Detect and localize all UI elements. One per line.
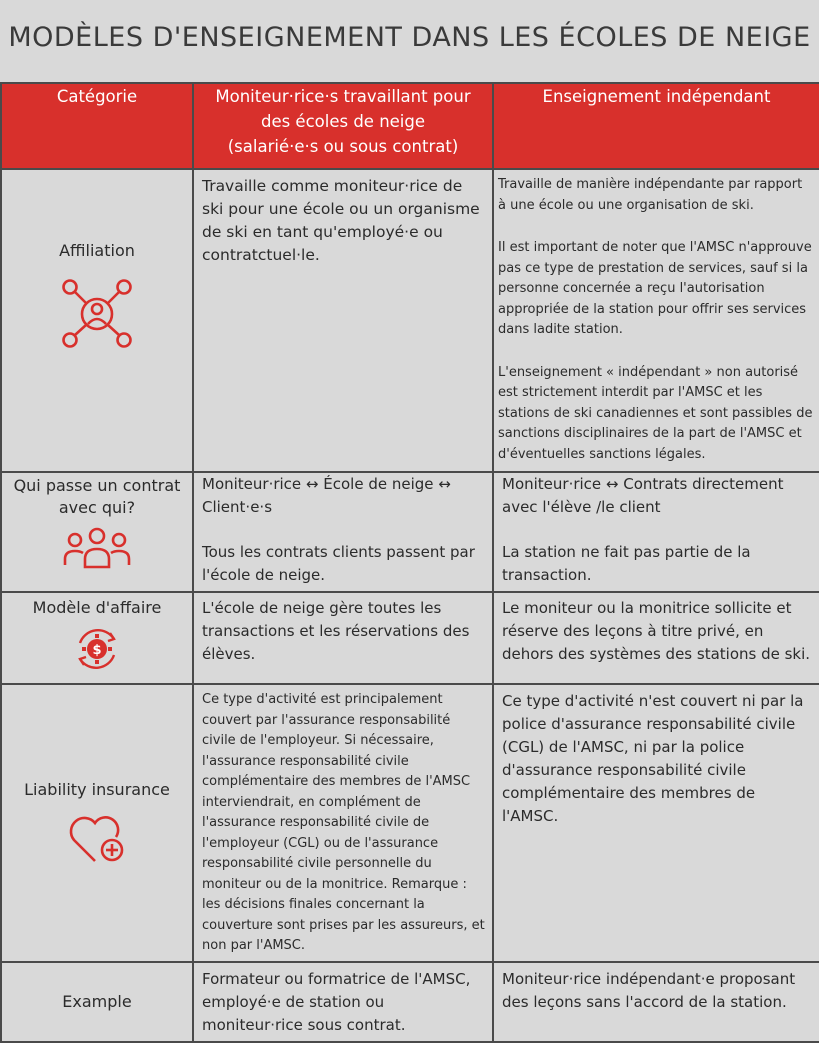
school-cell <box>193 169 493 472</box>
category-label: Modèle d'affaire <box>32 598 162 617</box>
header-school-line1: Moniteur·rice·s travaillant pour <box>215 87 471 106</box>
category-label-line1: Qui passe un contrat <box>13 476 181 495</box>
school-text: L'école de neige gère toutes les transactions et les réservations des élèves. <box>202 599 470 663</box>
header-row <box>1 83 819 169</box>
independent-text-1: Travaille de manière indépendante par rapport à une école ou une organisation de ski. <box>498 177 803 213</box>
header-school-line2: des écoles de neige <box>260 112 426 131</box>
independent-cell <box>493 592 819 684</box>
svg-text:$: $ <box>92 643 102 658</box>
school-text-2: Tous les contrats clients passent par l'école de neige. <box>202 543 475 584</box>
independent-text: Le moniteur ou la monitrice sollicite et réserve des leçons à titre privé, en dehors des systèmes des stations de ski. <box>502 599 811 663</box>
independent-cell <box>493 169 819 472</box>
table-row <box>1 684 819 962</box>
header-independent: Enseignement indépendant <box>493 83 819 169</box>
independent-text-2: La station ne fait pas partie de la transaction. <box>502 543 751 584</box>
heart-plus-icon <box>67 811 127 865</box>
independent-text: Ce type d'activité n'est couvert ni par la police d'assurance responsabilité civile (CGL) de l'AMSC, ni par la police d'assurance responsabilité civile complémentaire des membres de l'AMSC. <box>502 692 804 825</box>
table-row <box>1 169 819 472</box>
independent-cell <box>493 472 819 592</box>
category-cell <box>1 962 193 1042</box>
table-row <box>1 592 819 684</box>
school-cell <box>193 962 493 1042</box>
independent-text-2: Il est important de noter que l'AMSC n'approuve pas ce type de prestation de services, sauf si la personne concernée a reçu l'autorisation appropriée de la station pour offrir ses services dans ladite station. <box>498 240 812 337</box>
category-cell <box>1 169 193 472</box>
school-text: Ce type d'activité est principalement couvert par l'assurance responsabilité civile de l'employeur. Si nécessaire, l'assurance responsabilité civile complémentaire des membres de l'AMSC interviendrait, en complément de l'assurance responsabilité civile de l'employeur (CGL) ou de l'assurance responsabilité civile personnelle du moniteur ou de la monitrice. Remarque : les décisions finales concernant la couverture sont prises par les assureurs, et non par l'AMSC. <box>202 692 485 953</box>
school-text: Formateur ou formatrice de l'AMSC, employé·e de station ou moniteur·rice sous contrat. <box>202 969 471 1034</box>
category-cell <box>1 684 193 962</box>
independent-text-3: L'enseignement « indépendant » non autorisé est strictement interdit par l'AMSC et les stations de ski canadiennes et sont passibles de sanctions disciplinaires de la part de l'AMSC et d'éventuelles sanctions légales. <box>498 364 813 462</box>
independent-cell <box>493 684 819 962</box>
network-person-icon <box>61 278 133 348</box>
comparison-table <box>0 82 819 1043</box>
school-cell <box>193 684 493 962</box>
header-category: Catégorie <box>1 83 193 169</box>
table-row <box>1 962 819 1042</box>
header-school-line3: (salarié·e·s ou sous contrat) <box>227 137 459 156</box>
header-school-instructors <box>193 83 493 169</box>
category-label: Liability insurance <box>24 780 170 799</box>
table-row <box>1 472 819 592</box>
group-people-icon <box>63 525 131 569</box>
independent-text-1: Moniteur·rice ↔ Contrats directement avec l'élève /le client <box>502 475 784 516</box>
category-cell <box>1 592 193 684</box>
school-cell <box>193 592 493 684</box>
independent-text: Moniteur·rice indépendant·e proposant des leçons sans l'accord de la station. <box>502 969 796 1011</box>
school-cell <box>193 472 493 592</box>
independent-cell <box>493 962 819 1042</box>
category-label: Example <box>62 991 132 1011</box>
school-text: Travaille comme moniteur·rice de ski pour une école ou un organisme de ski en tant qu'employé·e ou contratctuel·le. <box>202 177 480 264</box>
category-cell <box>1 472 193 592</box>
category-label: Affiliation <box>59 241 135 260</box>
page-title: MODÈLES D'ENSEIGNEMENT DANS LES ÉCOLES DE NEIGE <box>8 22 811 53</box>
category-label-line2: avec qui? <box>58 498 136 517</box>
school-text-1: Moniteur·rice ↔ École de neige ↔ Client·e·s <box>202 475 451 516</box>
dollar-cycle-icon <box>72 625 122 673</box>
